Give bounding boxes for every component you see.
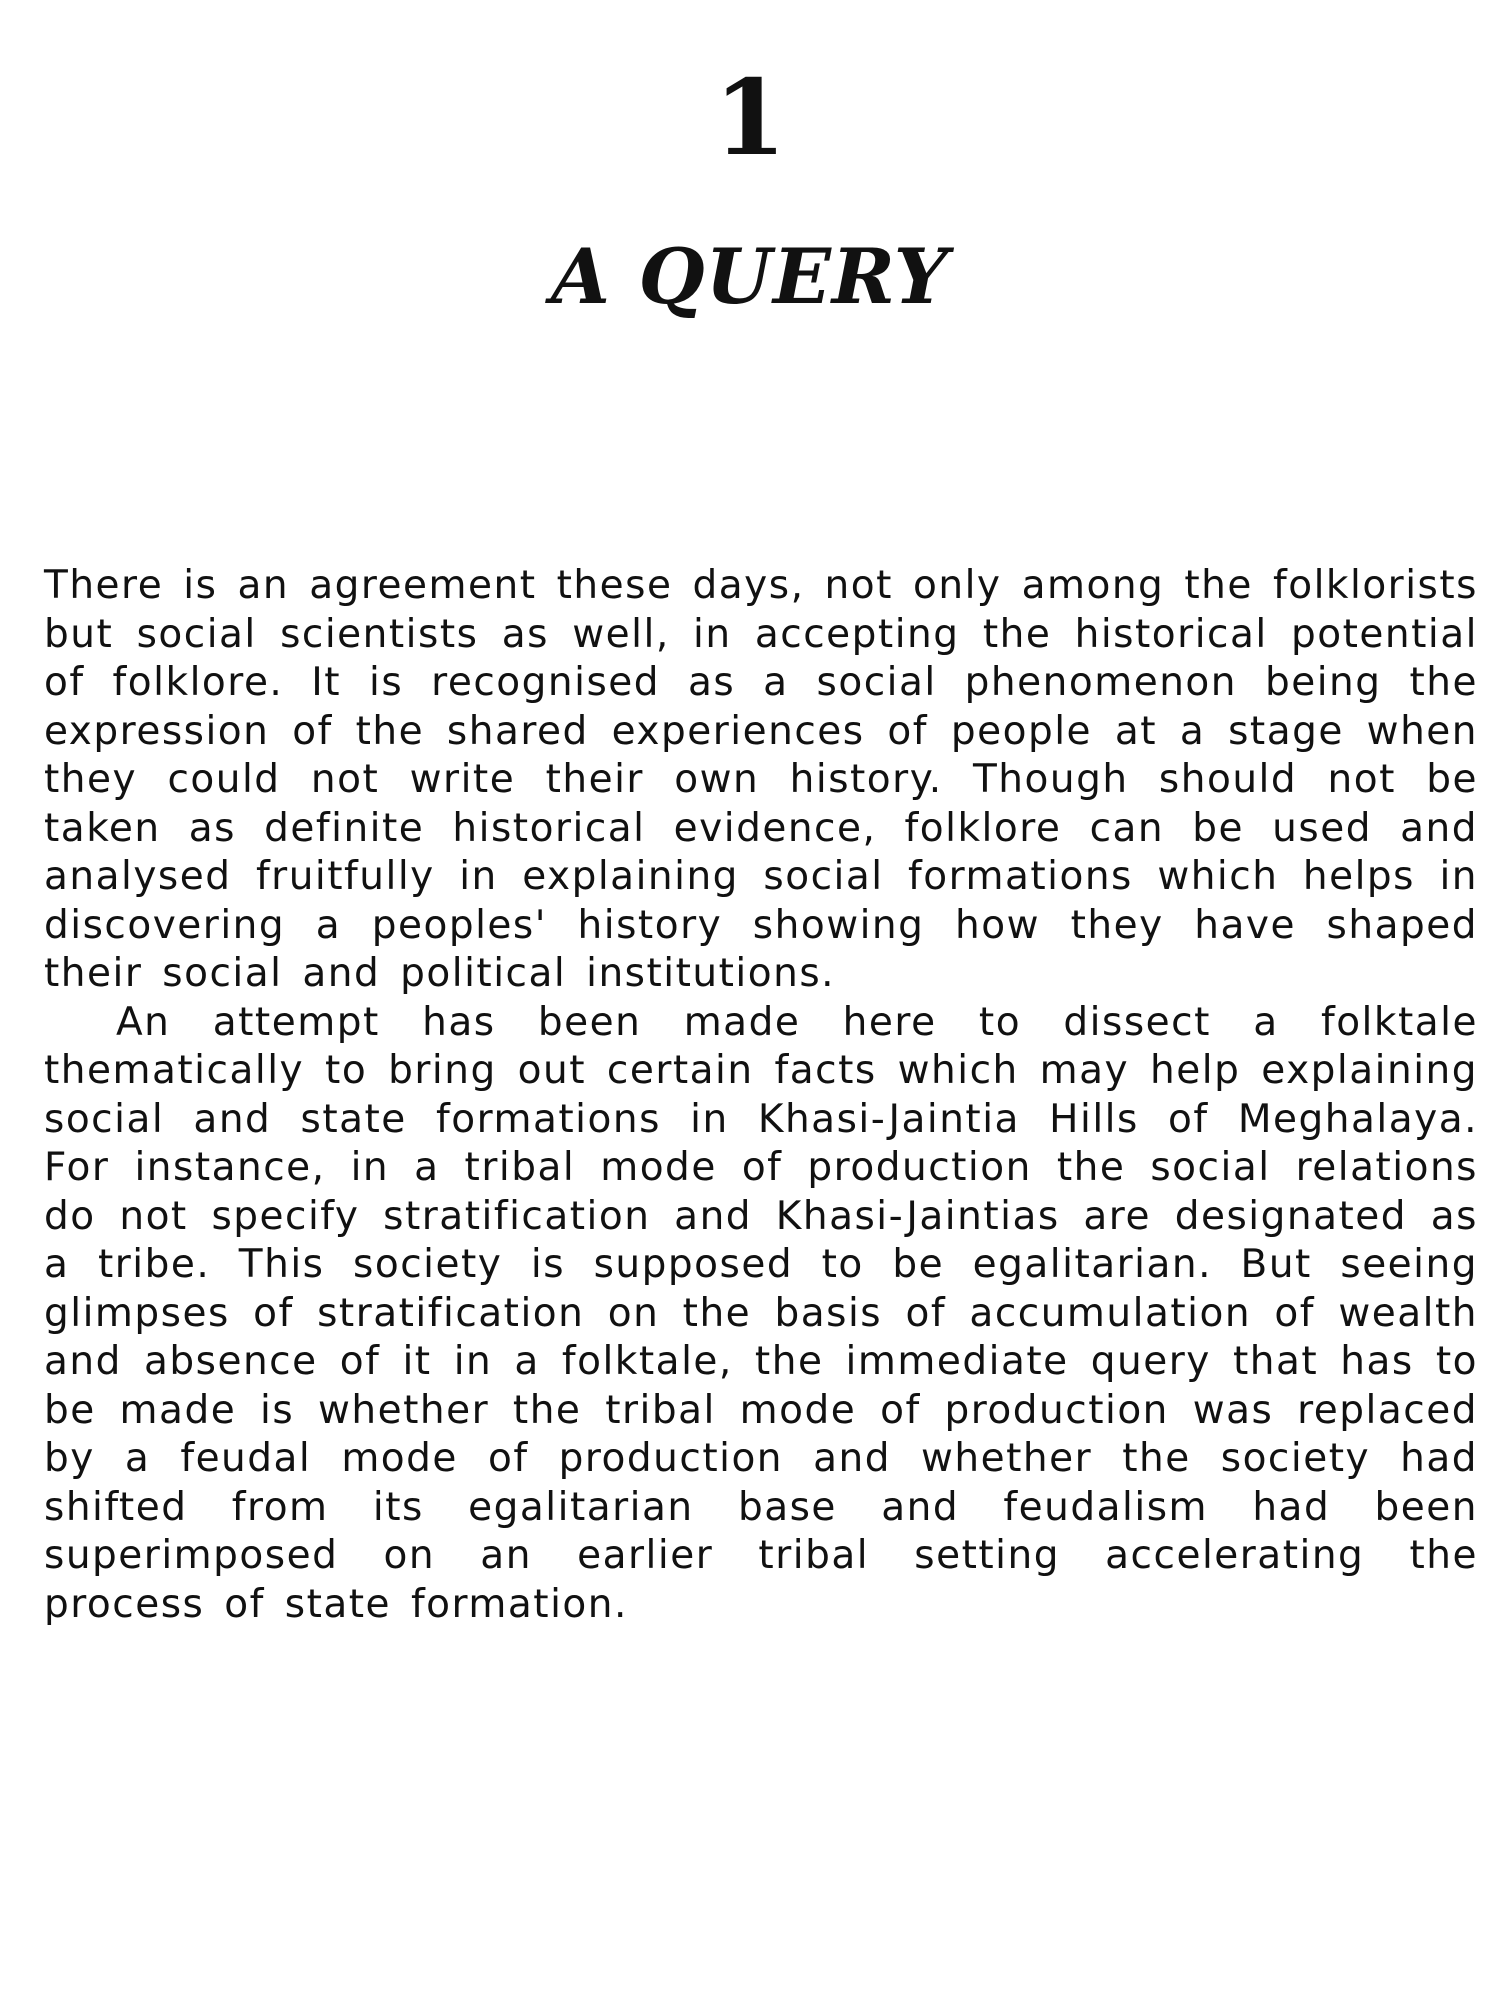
paragraph-1: There is an agreement these days, not only among the folklorists but social scientists as well, in accepting the historical potential of folklore. It is recognised as a social phenomenon being the expression of the shared experiences of people at a stage when they could not write their own history. Though should not be taken as definite historical evidence, folklore can be used and analysed fruitfully in explaining social formations which helps in discovering a peoples' history showing how they have shaped their social and political institutions. bbox=[44, 563, 1478, 996]
chapter-title: A QUERY bbox=[551, 232, 949, 321]
chapter-body bbox=[44, 562, 1478, 1629]
paragraph-2: An attempt has been made here to dissect a folktale thematically to bring out certain facts which may help explaining social and state formations in Khasi-Jaintia Hills of Meghalaya. For instance, in a tribal mode of production the social relations do not specify stratification and Khasi-Jaintias are designated as a tribe. This society is supposed to be egalitarian. But seeing glimpses of stratification on the basis of accumulation of wealth and absence of it in a folktale, the immediate query that has to be made is whether the tribal mode of production was replaced by a feudal mode of production and whether the society had shifted from its egalitarian base and feudalism had been superimposed on an earlier tribal setting accelerating the process of state formation. bbox=[44, 999, 1478, 1627]
chapter-number: 1 bbox=[713, 56, 787, 179]
